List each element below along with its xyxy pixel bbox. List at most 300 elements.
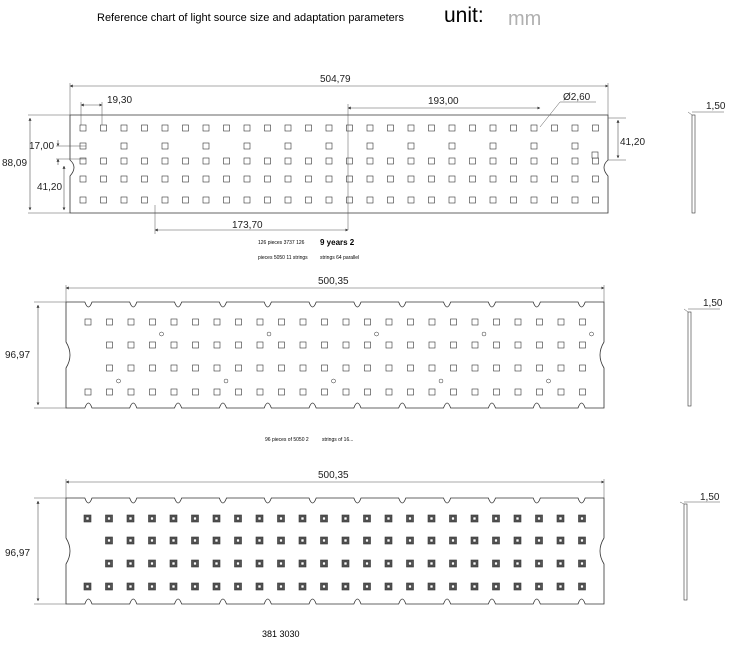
led-pad [365,389,371,395]
led-pad-center [387,517,390,520]
led-pad [214,319,220,325]
led-pad-center [194,562,197,565]
led-pad [236,365,242,371]
led-pad-center [215,517,218,520]
led-pad [515,342,521,348]
led-pad [265,158,271,164]
led-pad [279,342,285,348]
led-pad-center [151,517,154,520]
led-pad [572,158,578,164]
led-pad [265,176,271,182]
led-pad [515,319,521,325]
board2-outline [66,302,604,408]
led-pad [343,365,349,371]
led-pad-center [323,517,326,520]
led-pad [558,319,564,325]
led-pad [279,365,285,371]
led-pad [257,342,263,348]
led-pad [265,197,271,203]
led-pad-center [473,517,476,520]
led-pad [285,197,291,203]
led-pad [429,158,435,164]
led-pad [367,125,373,131]
led-pad [451,342,457,348]
led-pad [429,389,435,395]
led-pad [121,158,127,164]
led-pad [300,389,306,395]
board1-length-label: 504,79 [320,74,351,85]
led-pad [470,197,476,203]
led-pad [408,158,414,164]
led-pad [142,125,148,131]
led-pad [472,342,478,348]
led-pad [101,176,107,182]
led-pad-center [172,517,175,520]
led-pad [580,389,586,395]
led-pad-center [215,585,218,588]
mounting-hole [482,332,486,336]
led-pad-center [258,539,261,542]
board3-pcb [66,498,604,604]
led-pad [490,143,496,149]
led-pad [183,197,189,203]
led-pad [429,197,435,203]
led-pad-center [129,539,132,542]
led-pad [470,125,476,131]
led-pad [142,197,148,203]
led-pad [537,389,543,395]
led-pad [257,365,263,371]
led-pad [531,143,537,149]
mounting-hole [117,379,121,383]
led-pad-center [344,539,347,542]
led-pad [193,365,199,371]
led-pad [128,365,134,371]
led-pad [306,197,312,203]
led-pad [515,389,521,395]
led-pad [171,365,177,371]
mounting-hole [375,332,379,336]
led-pad [142,176,148,182]
led-pad [408,342,414,348]
led-pad [193,342,199,348]
led-pad [322,342,328,348]
led-pad [214,365,220,371]
led-pad-center [258,517,261,520]
led-pad-center [430,585,433,588]
led-pad [572,143,578,149]
led-pad [531,125,537,131]
led-pad [85,319,91,325]
led-pad [244,125,250,131]
led-pad [343,319,349,325]
led-pad [150,389,156,395]
led-pad [388,125,394,131]
board2-width-label: 96,97 [5,350,31,361]
unit-value: mm [508,8,542,30]
led-pad-center [538,562,541,565]
led-pad [203,176,209,182]
led-pad [490,176,496,182]
led-pad [449,197,455,203]
led-pad-center [495,585,498,588]
led-pad-center [280,517,283,520]
led-pad-center [280,539,283,542]
led-pad [121,176,127,182]
led-pad-center [344,562,347,565]
led-pad-center [559,517,562,520]
board1-thickness-label: 1,50 [706,101,726,112]
led-pad [162,176,168,182]
board3-length-label: 500,35 [318,470,349,481]
mounting-hole [224,379,228,383]
led-pad-center [366,585,369,588]
led-pad-center [301,585,304,588]
led-pad [580,365,586,371]
led-pad-center [581,517,584,520]
led-pad [592,152,598,158]
led-pad-center [237,585,240,588]
led-pad [236,389,242,395]
led-pad-center [215,562,218,565]
led-pad [511,125,517,131]
led-pad [107,342,113,348]
led-pad [279,319,285,325]
board2-note-led-count: 96 pieces of 5050 2 [265,437,309,443]
led-pad-center [237,517,240,520]
led-pad [150,319,156,325]
led-pad [472,319,478,325]
led-pad [572,197,578,203]
led-pad [236,319,242,325]
led-pad [408,197,414,203]
led-pad [121,197,127,203]
led-pad-center [194,517,197,520]
led-pad-center [108,517,111,520]
led-pad [300,319,306,325]
board2-length-label: 500,35 [318,276,349,287]
led-pad-center [280,585,283,588]
led-pad-center [516,585,519,588]
led-pad [552,125,558,131]
led-pad [150,365,156,371]
board1-right-half-label: 41,20 [620,137,646,148]
led-pad [224,197,230,203]
led-pad [150,342,156,348]
led-pad-center [237,539,240,542]
led-pad [101,158,107,164]
led-pad-center [516,517,519,520]
led-pad [494,365,500,371]
led-pad-center [581,539,584,542]
led-pad [244,197,250,203]
led-pad [257,319,263,325]
led-pad-center [129,562,132,565]
mounting-hole [439,379,443,383]
led-pad [224,125,230,131]
led-pad-center [473,539,476,542]
led-pad [472,365,478,371]
led-pad [365,342,371,348]
led-pad-center [516,562,519,565]
led-pad [162,143,168,149]
led-pad [429,342,435,348]
led-pad [451,365,457,371]
led-pad [552,158,558,164]
led-pad-center [581,562,584,565]
led-pad-center [108,585,111,588]
led-pad [386,365,392,371]
led-pad-center [86,517,89,520]
led-pad-center [194,539,197,542]
led-pad [285,143,291,149]
led-pad-center [151,585,154,588]
led-pad-center [430,562,433,565]
board1-bottom-offset-label: 173,70 [232,220,263,231]
led-pad [306,125,312,131]
led-pad-center [344,517,347,520]
board1-outline [70,115,608,213]
board3-outline [66,498,604,604]
led-pad [183,158,189,164]
led-pad [214,389,220,395]
led-pad [388,176,394,182]
led-pad [451,389,457,395]
led-pad [322,319,328,325]
led-pad [515,365,521,371]
led-pad [347,176,353,182]
led-pad [429,319,435,325]
led-pad [388,197,394,203]
led-pad-center [86,585,89,588]
led-pad-center [559,585,562,588]
led-pad [408,176,414,182]
led-pad [552,176,558,182]
led-pad [451,319,457,325]
led-pad-center [409,517,412,520]
led-pad-center [430,539,433,542]
led-pad [244,176,250,182]
led-pad-center [215,539,218,542]
led-pad-center [495,562,498,565]
led-pad-center [452,517,455,520]
led-pad-center [301,562,304,565]
mounting-hole [160,332,164,336]
led-pad-center [366,539,369,542]
led-pad [511,197,517,203]
led-pad [470,176,476,182]
led-pad [365,365,371,371]
led-pad [367,158,373,164]
led-pad-center [301,539,304,542]
led-pad [531,197,537,203]
led-pad [193,319,199,325]
led-pad [490,158,496,164]
led-pad-center [151,539,154,542]
led-pad-center [323,585,326,588]
led-pad [265,125,271,131]
mounting-hole [332,379,336,383]
led-pad [408,389,414,395]
led-pad [128,319,134,325]
led-pad [101,197,107,203]
led-pad [257,389,263,395]
led-pad-center [581,585,584,588]
led-pad-center [258,585,261,588]
board1-pitch-label: 19,30 [107,95,133,106]
led-pad [531,176,537,182]
page-title: Reference chart of light source size and adaptation parameters [97,12,404,24]
led-pad [322,389,328,395]
led-pad-center [409,562,412,565]
led-pad-center [387,539,390,542]
led-pad-center [301,517,304,520]
led-pad [552,197,558,203]
board1-pcb [70,115,608,213]
led-pad-center [473,585,476,588]
led-pad [171,342,177,348]
led-pad [347,158,353,164]
led-pad [300,365,306,371]
led-pad-center [409,539,412,542]
led-pad [449,158,455,164]
led-pad [367,197,373,203]
led-pad [593,176,599,182]
led-pad [572,176,578,182]
led-pad-center [129,585,132,588]
led-pad [203,197,209,203]
led-pad [511,158,517,164]
board1-note-parallel: strings 64 parallel [320,255,360,261]
led-pad-center [559,562,562,565]
led-pad [80,125,86,131]
led-pad [300,342,306,348]
led-pad-center [473,562,476,565]
board3-thickness-label: 1,50 [700,492,720,503]
led-pad [285,158,291,164]
led-pad [322,365,328,371]
led-pad [408,319,414,325]
led-pad [367,143,373,149]
led-pad [388,158,394,164]
led-pad-center [194,585,197,588]
led-pad [449,125,455,131]
led-pad [85,389,91,395]
board3-side-view [684,504,687,600]
led-pad [224,158,230,164]
board2-pcb [66,302,604,408]
led-pad-center [108,562,111,565]
mounting-hole [590,332,594,336]
led-pad [214,342,220,348]
led-pad-center [172,562,175,565]
led-pad [343,342,349,348]
led-pad [128,389,134,395]
led-pad [203,125,209,131]
board1-row-gap-label: 17,00 [29,141,55,152]
led-pad [236,342,242,348]
led-pad [306,176,312,182]
led-pad [162,197,168,203]
led-pad [347,125,353,131]
led-pad [367,176,373,182]
led-pad-center [387,585,390,588]
led-pad [224,176,230,182]
led-pad [203,158,209,164]
led-pad [183,125,189,131]
board1-note-pieces: pieces 5050 11 strings [258,255,308,261]
led-pad [365,319,371,325]
mounting-hole [547,379,551,383]
led-pad [128,342,134,348]
led-pad-center [366,562,369,565]
led-pad-center [108,539,111,542]
led-pad [429,176,435,182]
board2-thickness-label: 1,50 [703,298,723,309]
led-pad [80,176,86,182]
board3-caption: 381 3030 [262,629,300,639]
led-pad-center [538,539,541,542]
led-pad [162,125,168,131]
led-pad [121,143,127,149]
led-pad [171,389,177,395]
led-pad [494,319,500,325]
led-pad [326,197,332,203]
led-pad [449,143,455,149]
led-pad-center [559,539,562,542]
led-pad [511,176,517,182]
led-pad [107,319,113,325]
led-pad [162,158,168,164]
board3-width-label: 96,97 [5,548,31,559]
led-pad-center [129,517,132,520]
led-pad-center [344,585,347,588]
led-pad [494,389,500,395]
led-pad-center [172,585,175,588]
led-pad [326,158,332,164]
led-pad-center [430,517,433,520]
board1-width-label: 88,09 [2,158,28,169]
led-pad [326,176,332,182]
led-pad-center [452,562,455,565]
led-pad [429,365,435,371]
led-pad [279,389,285,395]
led-pad [558,389,564,395]
led-pad [343,389,349,395]
led-pad [285,125,291,131]
led-pad [531,158,537,164]
led-pad [558,365,564,371]
led-pad [244,158,250,164]
led-pad-center [237,562,240,565]
led-pad [470,158,476,164]
led-pad-center [151,562,154,565]
board1-side-view [692,115,695,213]
board1-left-half-label: 41,20 [37,182,63,193]
led-pad-center [280,562,283,565]
led-pad [494,342,500,348]
led-pad [244,143,250,149]
led-pad-center [452,539,455,542]
led-pad [537,319,543,325]
led-pad [429,125,435,131]
led-pad [107,389,113,395]
led-pad [449,176,455,182]
led-pad [326,125,332,131]
led-pad [408,143,414,149]
led-pad-center [323,562,326,565]
led-pad [593,125,599,131]
